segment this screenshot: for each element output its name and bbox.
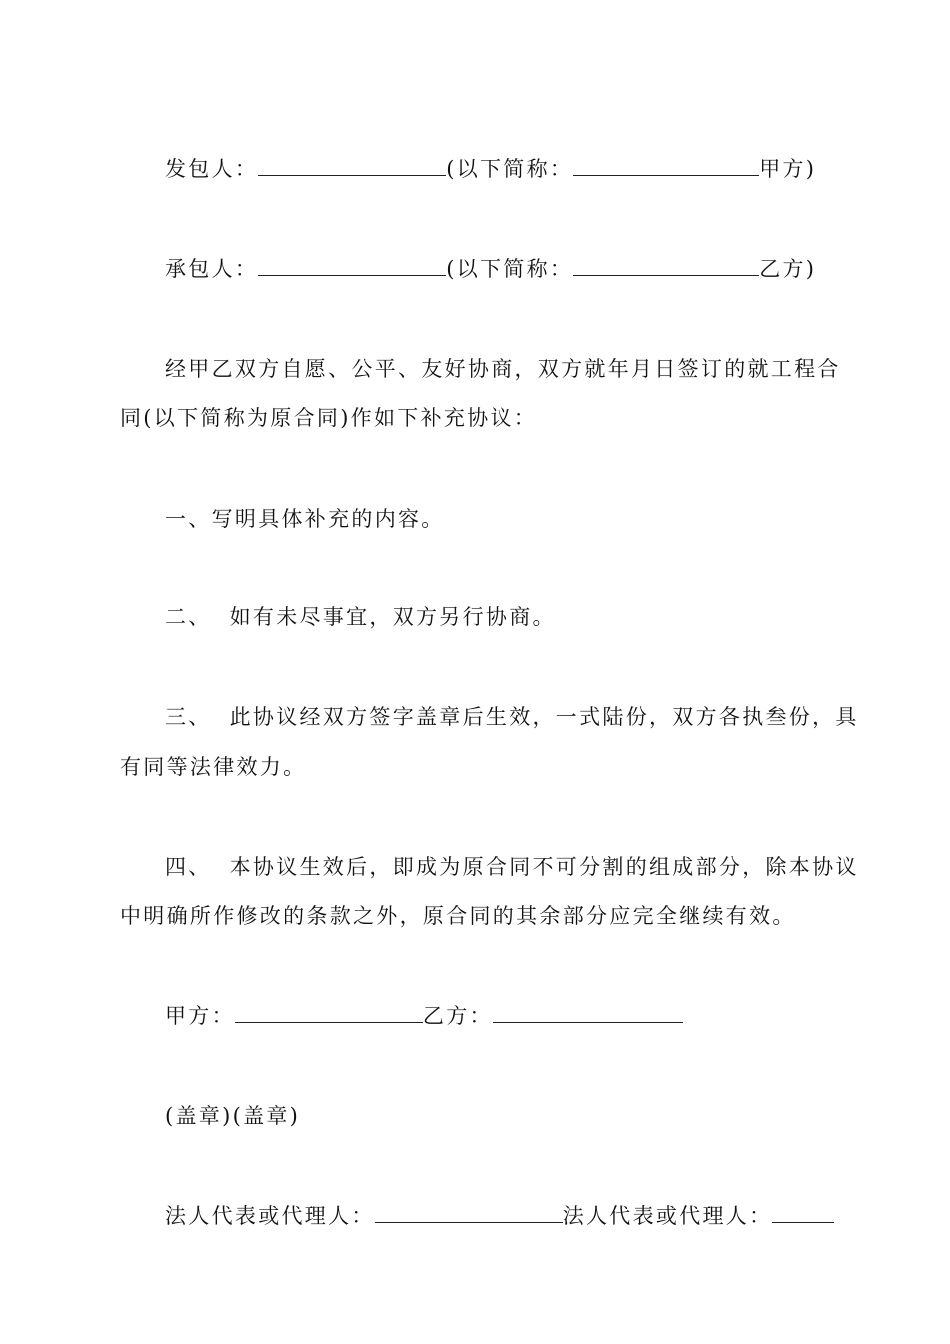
employer-abbr-suffix: 甲方) [759, 157, 817, 181]
clause-3-number: 三、 [165, 705, 212, 729]
clause-3 [120, 705, 859, 729]
clause-4-text: 本协议生效后，即成为原合同不可分割的组成部分，除本协议 [229, 855, 859, 879]
clause-3-text: 此协议经双方签字盖章后生效，一式陆份，双方各执叁份，具 [229, 705, 859, 729]
contractor-label: 承包人： [165, 257, 259, 281]
contractor-line [120, 257, 832, 281]
party-b-blank[interactable] [493, 1004, 683, 1023]
party-a-blank[interactable] [235, 1004, 423, 1023]
representative-line [120, 1204, 832, 1228]
rep-a-blank[interactable] [375, 1204, 563, 1223]
signature-parties-line [120, 1004, 832, 1028]
clause-1-number: 一、 [165, 507, 212, 531]
clause-4 [120, 855, 859, 879]
clause-3-continuation: 有同等法律效力。 [120, 755, 307, 779]
intro-line-2: 同(以下简称为原合同)作如下补充协议： [120, 406, 538, 430]
employer-abbr-prefix: (以下简称： [446, 157, 574, 181]
rep-a-label: 法人代表或代理人： [165, 1204, 375, 1228]
clause-1-text: 写明具体补充的内容。 [211, 507, 445, 531]
employer-label: 发包人： [165, 157, 259, 181]
seal-line: (盖章)(盖章) [165, 1104, 301, 1128]
employer-abbr-blank[interactable] [573, 157, 759, 176]
clause-1 [120, 507, 832, 531]
party-a-label: 甲方： [165, 1004, 235, 1028]
contractor-abbr-blank[interactable] [573, 257, 759, 276]
employer-name-blank[interactable] [258, 157, 446, 176]
clause-2 [120, 605, 832, 629]
clause-2-number: 二、 [165, 605, 212, 629]
rep-b-label: 法人代表或代理人： [562, 1204, 773, 1228]
employer-line [120, 157, 832, 181]
contractor-abbr-suffix: 乙方) [759, 257, 817, 281]
contractor-name-blank[interactable] [258, 257, 446, 276]
party-b-label: 乙方： [422, 1004, 493, 1028]
clause-2-text: 如有未尽事宜，双方另行协商。 [229, 605, 556, 629]
rep-b-blank[interactable] [772, 1204, 834, 1223]
contractor-abbr-prefix: (以下简称： [446, 257, 574, 281]
clause-4-number: 四、 [165, 855, 212, 879]
intro-line-1: 经甲乙双方自愿、公平、友好协商，双方就年月日签订的就工程合 [165, 357, 841, 381]
clause-4-continuation: 中明确所作修改的条款之外，原合同的其余部分应完全继续有效。 [120, 904, 796, 928]
